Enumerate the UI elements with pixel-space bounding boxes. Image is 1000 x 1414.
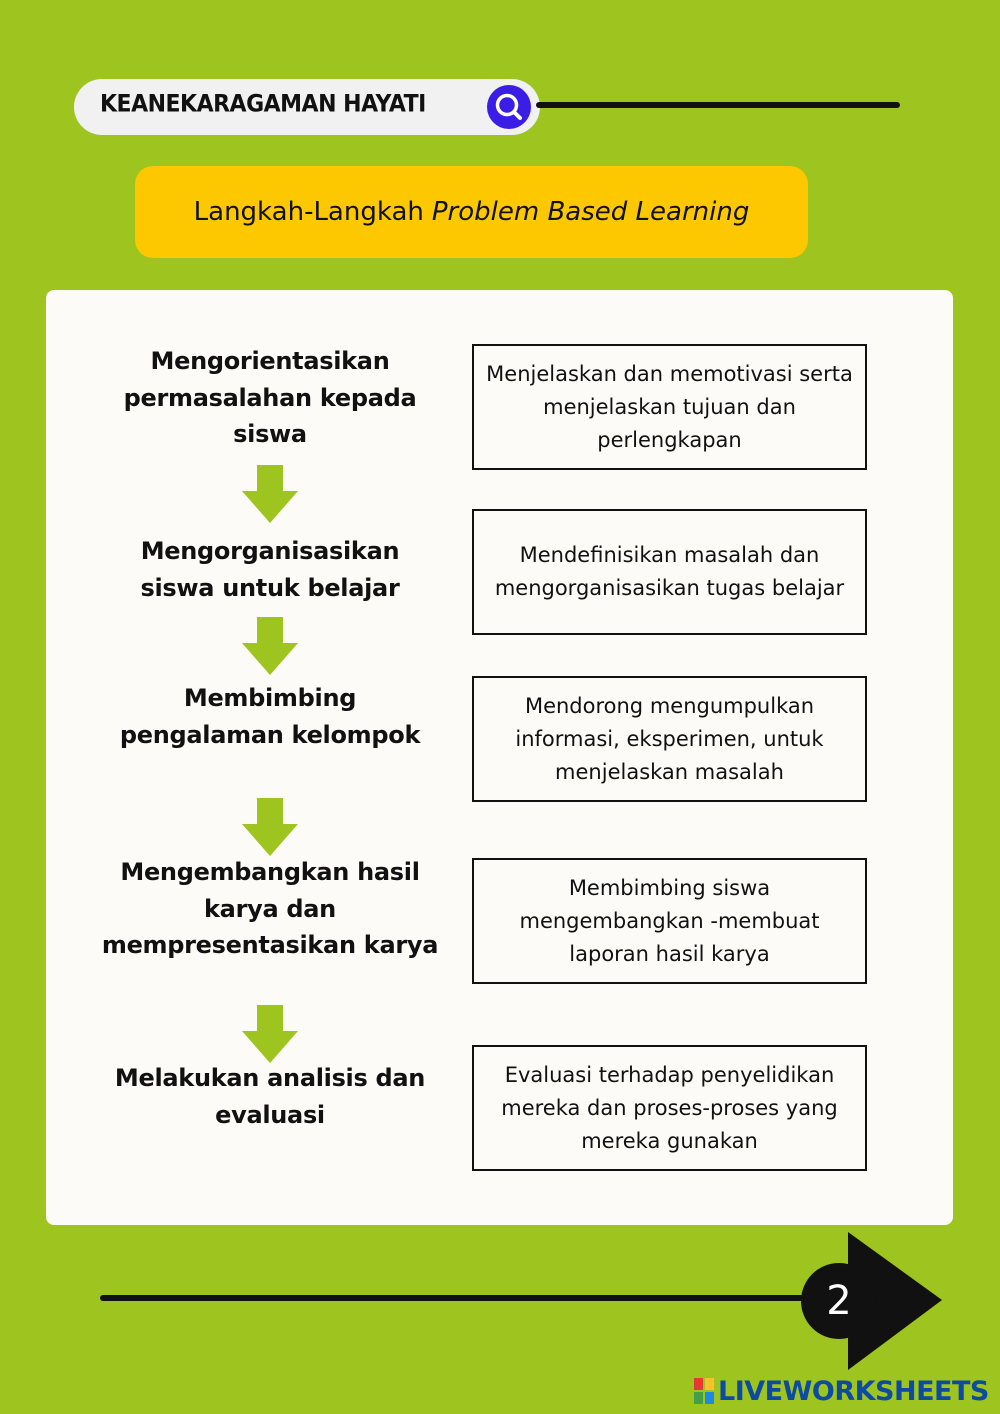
down-arrow-icon (240, 465, 300, 523)
header-divider-line (536, 102, 900, 108)
footer-divider-line (100, 1295, 830, 1301)
step-description-5: Evaluasi terhadap penyelidikan mereka dan proses-proses yang mereka gunakan (472, 1045, 867, 1171)
liveworksheets-logo (694, 1374, 989, 1408)
liveworksheets-logo-icon (694, 1378, 714, 1404)
header-pill (74, 79, 540, 135)
step-label-3: Membimbing pengalaman kelompok (119, 684, 421, 749)
step-label-5: Melakukan analisis dan evaluasi (114, 1064, 426, 1129)
page-title (135, 166, 808, 258)
liveworksheets-text: LIVEWORKSHEETS (718, 1375, 989, 1407)
step-description-3: Mendorong mengumpulkan informasi, eksperimen, untuk menjelaskan masalah (472, 676, 867, 802)
search-button[interactable] (487, 85, 531, 129)
down-arrow-icon (240, 617, 300, 675)
step-description-2: Mendefinisikan masalah dan mengorganisasikan tugas belajar (472, 509, 867, 635)
step-label-2: Mengorganisasikan siswa untuk belajar (140, 537, 400, 602)
page-number: 2 (826, 1278, 852, 1324)
header-title: KEANEKARAGAMAN HAYATI (100, 90, 426, 119)
down-arrow-icon (240, 798, 300, 856)
title-prefix: Langkah-Langkah (193, 197, 424, 227)
step-description-4: Membimbing siswa mengembangkan -membuat laporan hasil karya (472, 858, 867, 984)
search-icon (487, 85, 531, 129)
step-description-1: Menjelaskan dan memotivasi serta menjelaskan tujuan dan perlengkapan (472, 344, 867, 470)
step-label-4: Mengembangkan hasil karya dan mempresentasikan karya (101, 858, 439, 959)
down-arrow-icon (240, 1005, 300, 1063)
title-emphasis: Problem Based Learning (431, 197, 750, 227)
step-label-1: Mengorientasikan permasalahan kepada siswa (123, 347, 417, 448)
